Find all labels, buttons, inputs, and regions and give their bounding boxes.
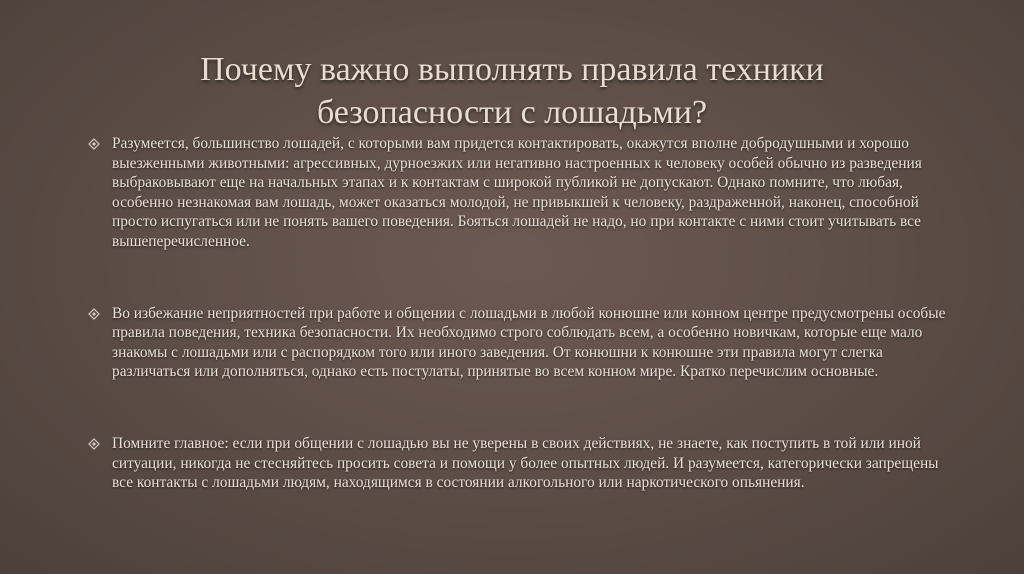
slide-title: Почему важно выполнять правила техники безопасности с лошадьми? bbox=[200, 51, 824, 131]
bullet-item-3 bbox=[88, 434, 948, 493]
diamond-bullet-icon bbox=[88, 138, 100, 150]
bullet-text-1: Разумеется, большинство лошадей, с которыми вам придется контактировать, окажутся вполне добродушными и хорошо выезженными животными: агрессивных, дурноезжих или негативно настроенных к человеку особей обычно из разведения выбраковывают еще на начальных этапах и к контактам с широкой публикой не допускают. Однако помните, что любая, особенно незнакомая вам лошадь, может оказаться молодой, не привыкшей к человеку, раздраженной, наконец, способной просто испугаться или не понять вашего поведения. Бояться лошадей не надо, но при контакте с ними стоит учитывать все вышеперечисленное. bbox=[112, 135, 922, 250]
bullet-list bbox=[88, 134, 948, 493]
bullet-item-1 bbox=[88, 134, 948, 252]
bullet-text-3: Помните главное: если при общении с лошадью вы не уверены в своих действиях, не знаете, как поступить в той или иной ситуации, никогда не стесняйтесь просить совета и помощи у более опытных людей. И разумеется, категорически запрещены все контакты с лошадьми людям, находящимся в состоянии алкогольного или наркотического опьянения. bbox=[112, 434, 939, 492]
diamond-bullet-icon bbox=[88, 308, 100, 320]
diamond-bullet-icon bbox=[88, 438, 100, 450]
bullet-item-2 bbox=[88, 304, 948, 382]
bullet-text-2: Во избежание неприятностей при работе и общении с лошадьми в любой конюшне или конном центре предусмотрены особые правила поведения, техника безопасности. Их необходимо строго соблюдать всем, а особенно новичкам, которые еще мало знакомы с лошадьми или с распорядком того или иного заведения. От конюшни к конюшне эти правила могут слегка различаться или дополняться, однако есть постулаты, принятые во всем конном мире. Кратко перечислим основные. bbox=[112, 304, 946, 381]
